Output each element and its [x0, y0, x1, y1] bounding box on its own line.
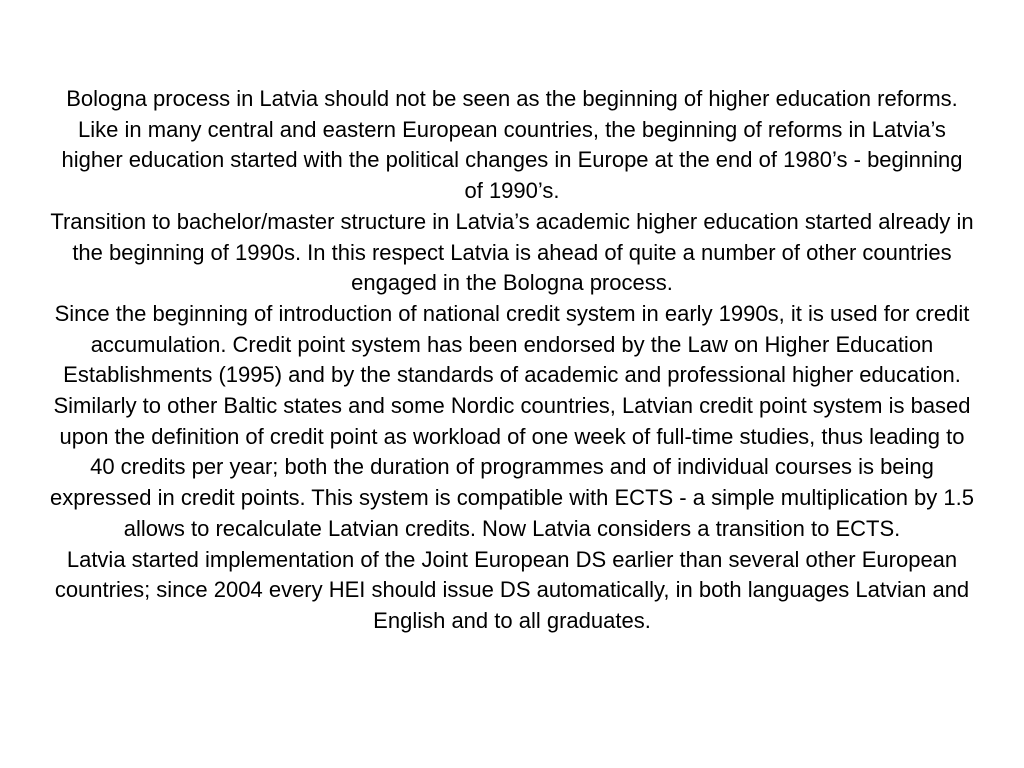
paragraph-diploma-supplement: Latvia started implementation of the Joint European DS earlier than several other European countries; since 2004 every HEI should issue DS automatically, in both languages Latvian and English and to all graduates.: [54, 546, 970, 633]
paragraph-credit-system: Since the beginning of introduction of national credit system in early 1990s, it is used for credit accumulation. Credit point system has been endorsed by the Law on Higher Education Establishments (1995) and by the standards of academic and professional higher education. Similarly to other Baltic states and some Nordic countries, Latvian credit point system is based upon the definition of credit point as workload of one week of full-time studies, thus leading to 40 credits per year; both the duration of programmes and of individual courses is being expressed in credit points. This system is compatible with ECTS - a simple multiplication by 1.5 allows to recalculate Latvian credits. Now Latvia considers a transition to ECTS.: [50, 300, 974, 541]
paragraph-bachelor-master-transition: Transition to bachelor/master structure in Latvia’s academic higher education started already in the beginning of 1990s. In this respect Latvia is ahead of quite a number of other countries engaged in the Bologna process.: [50, 208, 974, 296]
paragraph-bologna-intro: Bologna process in Latvia should not be seen as the beginning of higher education reforms. Like in many central and eastern European countries, the beginning of reforms in Latvia’s higher education started with the political changes in Europe at the end of 1980’s - beginning of 1990’s.: [61, 86, 963, 204]
slide-body-text: [50, 84, 974, 637]
